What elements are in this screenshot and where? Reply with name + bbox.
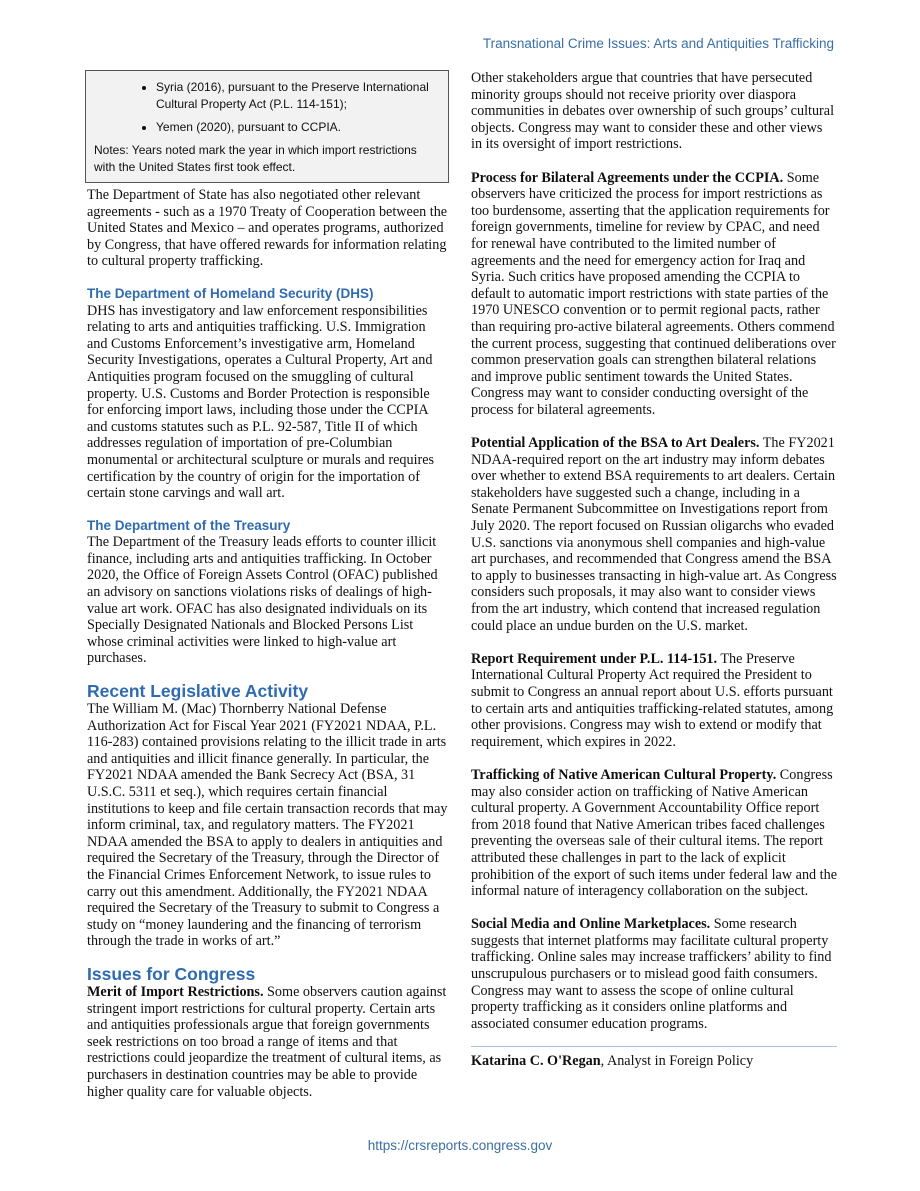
social-text: Some research suggests that internet platforms may facilitate cultural property trafficking. Online sales may increase traffickers’ ability to find unscrupulous purchasers or to mislead good faith consumers. Congress may want to assess the scope of online cultural property trafficking as it considers online platforms and associated consumer education programs. <box>471 916 832 1032</box>
bsa-title: Potential Application of the BSA to Art Dealers. <box>471 435 760 452</box>
box-note: Notes: Years noted mark the year in which import restrictions with the United States first took effect. <box>94 143 417 174</box>
stakeholders-paragraph: Other stakeholders argue that countries that have persecuted minority groups should not receive priority over diaspora communities in debates over ownership of such groups’ cultural objects. Congress may want to consider these and other views in its oversight of import restrictions. <box>471 70 835 153</box>
merit-paragraph <box>87 984 449 1100</box>
legislative-heading: Recent Legislative Activity <box>87 681 309 702</box>
footer-url[interactable]: https://crsreports.congress.gov <box>367 1138 553 1153</box>
issues-heading: Issues for Congress <box>87 963 256 984</box>
process-title: Process for Bilateral Agreements under the CCPIA. <box>471 169 784 186</box>
author-signature <box>471 1046 837 1070</box>
merit-title: Merit of Import Restrictions. <box>87 983 264 1000</box>
native-paragraph <box>471 767 837 900</box>
bsa-paragraph <box>471 435 837 634</box>
right-column <box>471 70 837 1070</box>
state-paragraph: The Department of State has also negotiated other relevant agreements - such as a 1970 Treaty of Cooperation between the United States and Mexico – and operates programs, authorized by Congress, that have offered rewards for information relating to cultural property trafficking. <box>87 187 448 270</box>
merit-text: Some observers caution against stringent import restrictions for cultural property. Certain arts and antiquities professionals argue that foreign governments seek restrictions on too broad a range of items and that restrictions could jeopardize the treatment of cultural items, as purchasers in destination countries may be able to provide higher quality care for valuable objects. <box>87 983 447 1100</box>
bsa-text: The FY2021 NDAA-required report on the art industry may inform debates over whether to extend BSA requirements to art dealers. Certain stakeholders have suggested such a change, including in a Senate Permanent Subcommittee on Investigations report from July 2020. The report focused on Russian oligarchs who evaded U.S. sanctions via anonymous shell companies and high-value art purchases, and recommended that Congress amend the BSA to apply to businesses transacting in high-value art. As Congress considers such proposals, it may also want to consider views from the art industry, which contend that increased regulation could place an undue burden on the U.S. market. <box>471 435 837 634</box>
treasury-paragraph: The Department of the Treasury leads efforts to counter illicit finance, including arts and antiquities trafficking. In October 2020, the Office of Foreign Assets Control (OFAC) published an advisory on sanctions violations risks of dealings of high-value art work. OFAC has also designated individuals on its Specially Designated Nationals and Blocked Persons List whose criminal activities were linked to high-value art purchases. <box>87 534 438 667</box>
native-title: Trafficking of Native American Cultural Property. <box>471 766 777 783</box>
author-role: , Analyst in Foreign Policy <box>600 1053 754 1070</box>
author-name: Katarina C. O'Regan <box>471 1053 601 1070</box>
report-paragraph <box>471 651 837 751</box>
report-text: The Preserve International Cultural Property Act required the President to submit to Congress an annual report about U.S. efforts pursuant to certain arts and antiquities trafficking-related statutes, among other provisions. Congress may wish to extend or modify that requirement, which expires in 2022. <box>471 650 834 750</box>
process-text: Some observers have criticized the process for import restrictions as too burdensome, asserting that the application requirements for foreign governments, timeline for review by CPAC, and need for renewal have contributed to the limited number of agreements and the need for emergency action for Iraq and Syria. Such critics have proposed amending the CCPIA to default to automatic import restrictions with state parties of the 1970 UNESCO convention or to permit regional pacts, rather than requiring pro-active bilateral agreements. Others commend the current process, suggesting that continued deliberations over common preservation goals can strengthen bilateral relations and improve public sentiment towards the United States. Congress may want to consider conducting oversight of the process for bilateral agreements. <box>471 169 836 418</box>
report-title: Report Requirement under P.L. 114-151. <box>471 650 718 667</box>
running-header: Transnational Crime Issues: Arts and Antiquities Trafficking <box>482 36 834 51</box>
list-item: • Yemen (2020), pursuant to CCPIA. <box>156 119 440 136</box>
treasury-heading: The Department of the Treasury <box>87 517 291 533</box>
left-column <box>87 70 449 1100</box>
legislative-paragraph: The William M. (Mac) Thornberry National Defense Authorization Act for Fiscal Year 2021 (FY2021 NDAA, P.L. 116-283) contained provisions relating to the illicit trade in arts and antiquities and illicit finance generally. In particular, the FY2021 NDAA amended the Bank Secrecy Act (BSA, 31 U.S.C. 5311 et seq.), which requires certain financial institutions to keep and file certain transaction records that may inform criminal, tax, and regulatory matters. The FY2021 NDAA amended the BSA to apply to dealers in antiquities and required the Secretary of the Treasury, through the Director of the Financial Crimes Enforcement Network, to issue rules to carry out this amendment. Additionally, the FY2021 NDAA required the Secretary of the Treasury to submit to Congress a study on “money laundering and the financing of terrorism through the trade in works of art.” <box>87 701 448 950</box>
process-paragraph <box>471 170 837 419</box>
dhs-heading: The Department of Homeland Security (DHS) <box>87 285 374 301</box>
country-list-box <box>85 70 449 183</box>
dhs-paragraph: DHS has investigatory and law enforcement responsibilities relating to arts and antiquities trafficking. U.S. Immigration and Customs Enforcement’s investigative arm, Homeland Security Investigations, operates a Cultural Property, Art and Antiquities program focused on the smuggling of cultural property. U.S. Customs and Border Protection is responsible for enforcing import laws, including those under the CCPIA and customs statutes such as P.L. 92-587, Title II of which addresses regulation of importation of pre-Columbian monumental or architectural sculpture or murals and requires certification by the country of origin for the importation of certain stone carvings and wall art. <box>87 302 435 502</box>
native-text: Congress may also consider action on trafficking of Native American cultural property. A Government Accountability Office report from 2018 found that Native American tribes faced challenges preventing the overseas sale of their cultural items. The report attributed these challenges in part to the lack of explicit prohibition of the export of such items under federal law and the informal nature of interagency collaboration on the subject. <box>471 766 838 900</box>
social-title: Social Media and Online Marketplaces. <box>471 916 711 933</box>
country-list <box>94 79 440 136</box>
list-item: • Syria (2016), pursuant to the Preserve International Cultural Property Act (P.L. 114-151); <box>156 79 440 113</box>
social-paragraph <box>471 916 837 1032</box>
